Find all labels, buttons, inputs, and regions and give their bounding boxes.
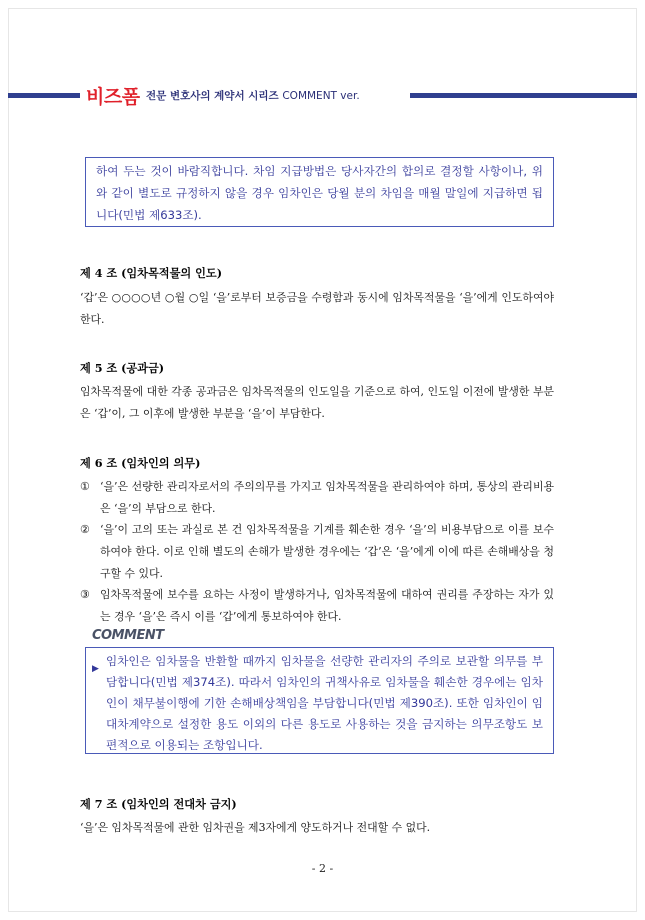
item-text: ‘을’이 고의 또는 과실로 본 건 임차목적물을 기계를 훼손한 경우 ‘을’의 비용부담으로 이를 보수하여야 한다. 이로 인해 별도의 손해가 발생한 경우에는 ‘갑’은 ‘을’에게 이에 따른 손해배상을 청구할 수 있다.: [100, 523, 554, 580]
article-5-body: 임차목적물에 대한 각종 공과금은 임차목적물의 인도일을 기준으로 하여, 인도일 이전에 발생한 부분은 ‘갑’이, 그 이후에 발생한 부분을 ‘을’이 부담한다.: [80, 385, 554, 420]
comment-box: [85, 647, 554, 754]
article-6-title: 제 6 조 (임차인의 의무): [80, 456, 201, 470]
article-6-item-3: [80, 584, 554, 628]
header-rule-right: [410, 93, 637, 98]
header-subtitle: [146, 88, 360, 103]
article-5-title: 제 5 조 (공과금): [80, 361, 165, 375]
article-4-title: 제 4 조 (임차목적물의 인도): [80, 266, 223, 280]
comment-box-top-text: 하여 두는 것이 바람직합니다. 차임 지급방법은 당사자간의 합의로 결정할 사항이나, 위와 같이 별도로 규정하지 않을 경우 임차인은 당월 분의 차임을 매월 말일에 지급하면 됩니다(민법 제633조).: [96, 164, 543, 222]
article-6-item-2: [80, 519, 554, 585]
comment-box-text: 임차인은 임차물을 반환할 때까지 임차물을 선량한 관리자의 주의로 보관할 의무를 부담합니다(민법 제374조). 따라서 임차인의 귀책사유로 임차물을 훼손한 경우에는 임차인이 채무불이행에 기한 손해배상책임을 부담합니다(민법 제390조). 또한 임차인이 임대차계약으로 설정한 용도 이외의 다른 용도로 사용하는 것을 금지하는 의무조항도 보편적으로 이용되는 조항입니다.: [106, 654, 543, 752]
item-text: 임차목적물에 보수를 요하는 사정이 발생하거나, 임차목적물에 대하여 권리를 주장하는 자가 있는 경우 ‘을’은 즉시 이를 ‘갑’에게 통보하여야 한다.: [100, 588, 554, 623]
subtitle-series: 전문 변호사의 계약서 시리즈: [146, 90, 279, 102]
item-number: ③: [80, 588, 90, 601]
brand-logo: 비즈폼: [86, 86, 140, 108]
subtitle-version: COMMENT ver.: [282, 90, 360, 102]
item-number: ②: [80, 523, 90, 536]
article-6-item-1: [80, 476, 554, 520]
comment-box-top: [85, 157, 554, 227]
page-number: - 2 -: [311, 862, 334, 875]
article-7-title: 제 7 조 (임차인의 전대차 금지): [80, 797, 237, 811]
item-text: ‘을’은 선량한 관리자로서의 주의의무를 가지고 임차목적물을 관리하여야 하며, 통상의 관리비용은 ‘을’의 부담으로 한다.: [100, 480, 554, 515]
article-4-body: ‘갑’은 ○○○○년 ○월 ○일 ‘을’로부터 보증금을 수령함과 동시에 임차목적물을 ‘을’에게 인도하여야 한다.: [80, 291, 554, 326]
triangle-bullet-icon: ▶: [92, 664, 99, 674]
item-number: ①: [80, 480, 90, 493]
article-7-body: ‘을’은 임차목적물에 관한 임차권을 제3자에게 양도하거나 전대할 수 없다.: [80, 821, 431, 834]
comment-label: COMMENT: [92, 628, 164, 643]
header-rule-left: [8, 93, 80, 98]
